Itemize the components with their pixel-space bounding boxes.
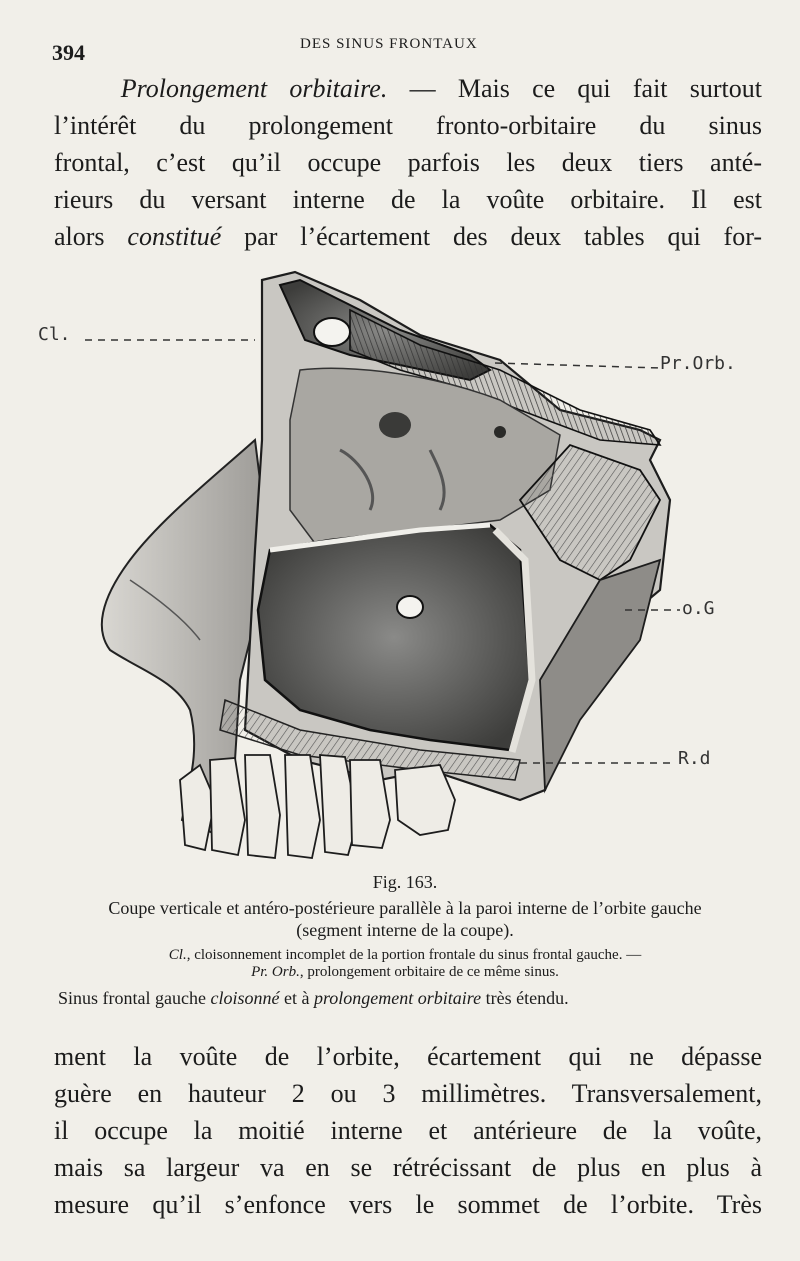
caption-legend: Cl., cloisonnement incomplet de la portion frontale du sinus frontal gauche. — Pr. Orb., prolongement orbitaire de ce même sinus. (168, 947, 642, 980)
text-line: alors constitué par l’écartement des deux tables qui for- (54, 222, 762, 251)
skull-section-illustration (0, 260, 800, 870)
text-line: guère en hauteur 2 ou 3 millimètres. Transversalement, (54, 1079, 762, 1108)
anatomical-figure (0, 260, 800, 870)
text-line: mesure qu’il s’enfonce vers le sommet de l’orbite. Très (54, 1190, 762, 1219)
text-line: rieurs du versant interne de la voûte orbitaire. Il est (54, 185, 762, 214)
label-cl: Cl. (38, 324, 71, 345)
label-pr-orb: Pr.Orb. (660, 353, 736, 374)
text-line: ment la voûte de l’orbite, écartement qui ne dépasse (54, 1042, 762, 1071)
label-og: o.G (682, 598, 715, 619)
text-line: l’intérêt du prolongement fronto-orbitaire du sinus (54, 111, 762, 140)
text-line: frontal, c’est qu’il occupe parfois les deux tiers anté- (54, 148, 762, 177)
text-line: il occupe la moitié interne et antérieure de la voûte, (54, 1116, 762, 1145)
body-text-top (54, 70, 762, 255)
label-rd: R.d (678, 748, 711, 769)
running-head: DES SINUS FRONTAUX (300, 36, 478, 52)
page-header (52, 30, 760, 65)
caption-main: Coupe verticale et antéro-postérieure parallèle à la paroi interne de l’orbite gauche (segment interne de la coupe). (108, 898, 702, 940)
teeth (180, 755, 455, 858)
figure-caption (40, 872, 770, 1009)
body-text-bottom (54, 1038, 762, 1223)
text-line: mais sa largeur va en se rétrécissant de plus en plus à (54, 1153, 762, 1182)
caption-summary: Sinus frontal gauche cloisonné et à prolongement orbitaire très étendu. (58, 988, 569, 1008)
text-line: Prolongement orbitaire. — Mais ce qui fait surtout (120, 74, 762, 103)
figure-number: Fig. 163. (372, 872, 438, 892)
page-number: 394 (52, 40, 85, 65)
section-title-italic: Prolongement orbitaire. (120, 74, 388, 103)
